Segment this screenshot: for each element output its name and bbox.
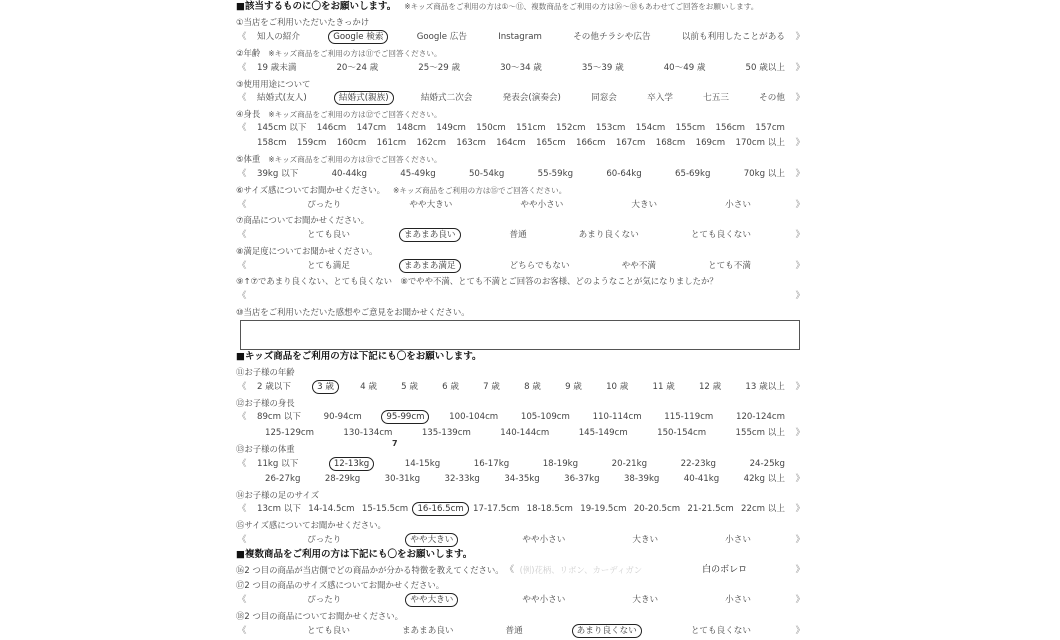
q12-options-row2	[236, 426, 806, 440]
close-bracket: 》	[795, 169, 805, 179]
header-note: ※キッズ商品をご利用の方は①～⑪、複数商品をご利用の方は⑯～⑱もあわせてご回答をお願いします。	[404, 2, 759, 11]
option[interactable]: 160cm	[336, 138, 367, 148]
option[interactable]: 6 歳	[442, 382, 459, 392]
option[interactable]: やや小さい	[522, 595, 566, 605]
q12-options-row1	[236, 410, 806, 424]
q1-options	[236, 30, 806, 44]
option[interactable]: 21-21.5cm	[687, 504, 734, 514]
option[interactable]: 50-54kg	[468, 169, 505, 179]
option-circled[interactable]: 12-13kg	[329, 457, 374, 471]
option[interactable]: その他チラシや広告	[573, 32, 651, 42]
option-circled[interactable]: やや大きい	[405, 533, 458, 547]
option[interactable]: 40-41kg	[683, 474, 720, 484]
option[interactable]: 130-134cm	[343, 428, 393, 438]
option[interactable]: とても良い	[307, 230, 350, 240]
option[interactable]: 24-25kg	[749, 459, 785, 469]
close-bracket: 》	[795, 138, 805, 148]
open-bracket: 《	[237, 261, 247, 271]
q6-note: ※キッズ商品をご利用の方は⑮でご回答ください。	[393, 186, 567, 195]
q11-label	[236, 365, 806, 379]
option[interactable]: 小さい	[725, 200, 751, 210]
close-bracket: 》	[795, 200, 805, 210]
q16-hint: (例)花柄、リボン、カーディガン	[519, 565, 643, 575]
q17-label	[236, 578, 806, 592]
option[interactable]: 135-139cm	[421, 428, 471, 438]
option[interactable]: 50 歳以上	[745, 63, 785, 73]
option[interactable]: あまり良くない	[578, 230, 639, 240]
q2-label	[236, 46, 806, 60]
open-bracket: 《	[237, 63, 247, 73]
option[interactable]: 36-37kg	[564, 474, 600, 484]
close-bracket: 》	[795, 474, 805, 484]
option[interactable]: 4 歳	[360, 382, 377, 392]
option-circled[interactable]: 95-99cm	[381, 410, 429, 424]
option[interactable]: 5 歳	[401, 382, 418, 392]
option[interactable]: 小さい	[725, 595, 751, 605]
option[interactable]: 105-109cm	[520, 412, 570, 422]
option[interactable]: 70kg 以上	[743, 169, 785, 179]
option[interactable]: 結婚式二次会	[420, 93, 473, 103]
option-circled[interactable]: あまり良くない	[572, 624, 642, 638]
close-bracket: 》	[795, 382, 805, 392]
option[interactable]: 153cm	[595, 123, 626, 133]
option[interactable]: 発表会(演奏会)	[502, 93, 561, 103]
option-circled[interactable]: 16-16.5cm	[412, 502, 468, 516]
option-list	[248, 61, 794, 75]
option[interactable]: 151cm	[516, 123, 546, 133]
q5-note: ※キッズ商品をご利用の方は⑬でご回答ください。	[268, 155, 442, 164]
option[interactable]: とても良くない	[690, 626, 751, 636]
option[interactable]: Instagram	[498, 32, 542, 42]
option[interactable]: 145-149cm	[578, 428, 628, 438]
option[interactable]: 大きい	[632, 535, 659, 545]
q7-label	[236, 213, 806, 227]
q1-label	[236, 15, 806, 29]
option[interactable]: 148cm	[396, 123, 427, 133]
open-bracket: 《	[237, 200, 247, 210]
option[interactable]: Google 広告	[416, 32, 467, 42]
option[interactable]: 155cm	[675, 123, 706, 133]
option[interactable]: 39kg 以下	[257, 169, 299, 179]
q4-label-text: ④身長	[236, 109, 261, 119]
option[interactable]: 17-17.5cm	[473, 504, 520, 514]
option-list	[248, 380, 794, 394]
q8-label	[236, 244, 806, 258]
close-bracket: 》	[795, 626, 805, 636]
option[interactable]: 14-15kg	[404, 459, 441, 469]
q12-label-text: ⑫お子様の身長	[236, 398, 295, 408]
option[interactable]: どちらでもない	[509, 261, 570, 271]
option[interactable]: 42kg 以上	[743, 474, 785, 484]
q4-options-row1	[236, 121, 806, 135]
q15-options	[236, 533, 806, 547]
q13-handwritten-annotation: 7	[392, 439, 398, 448]
option[interactable]: とても満足	[307, 261, 350, 271]
option[interactable]: やや不満	[621, 261, 656, 271]
open-bracket: 《	[237, 412, 247, 422]
q4-note: ※キッズ商品をご利用の方は⑫でご回答ください。	[268, 110, 442, 119]
q11-label-text: ⑪お子様の年齢	[236, 367, 295, 377]
option[interactable]: 26-27kg	[265, 474, 301, 484]
open-bracket: 《	[237, 123, 247, 133]
close-bracket: 》	[795, 504, 805, 514]
option[interactable]: 普通	[505, 626, 523, 636]
q3-label-text: ③使用用途について	[236, 79, 311, 89]
option-circled[interactable]: Google 検索	[328, 30, 388, 44]
q13-label	[236, 442, 806, 456]
option[interactable]: 19 歳未満	[257, 63, 297, 73]
option[interactable]: 20-21kg	[611, 459, 648, 469]
q3-options	[236, 91, 806, 105]
option[interactable]: やや大きい	[409, 200, 453, 210]
q14-label	[236, 488, 806, 502]
open-bracket: 《	[237, 504, 247, 514]
option[interactable]: 163cm	[456, 138, 486, 148]
option[interactable]: 161cm	[376, 138, 407, 148]
option[interactable]: 15-15.5cm	[361, 504, 409, 514]
option[interactable]: 22cm 以上	[741, 504, 785, 514]
option[interactable]: 125-129cm	[265, 428, 315, 438]
option[interactable]: 卒入学	[647, 93, 673, 103]
option[interactable]: 10 歳	[606, 382, 629, 392]
option-list	[248, 593, 794, 607]
option[interactable]: 大きい	[631, 200, 658, 210]
option[interactable]: 16-17kg	[473, 459, 510, 469]
option[interactable]: 166cm	[576, 138, 606, 148]
option[interactable]: 164cm	[496, 138, 526, 148]
option-list	[248, 91, 794, 105]
q15-label	[236, 518, 806, 532]
option[interactable]: 以前も利用したことがある	[681, 32, 785, 42]
option[interactable]: 65-69kg	[675, 169, 711, 179]
option[interactable]: 9 歳	[565, 382, 582, 392]
option[interactable]: まあまあ良い	[401, 626, 454, 636]
option[interactable]: 149cm	[436, 123, 466, 133]
option[interactable]: 小さい	[725, 535, 751, 545]
q5-options	[236, 167, 806, 181]
option[interactable]: 大きい	[632, 595, 659, 605]
q13-options-row2	[236, 472, 806, 486]
option-list	[248, 472, 794, 486]
option[interactable]: 169cm	[695, 138, 726, 148]
option[interactable]: 結婚式(友人)	[257, 93, 307, 103]
q16-line	[236, 563, 806, 577]
option[interactable]: 28-29kg	[324, 474, 361, 484]
q11-options	[236, 380, 806, 394]
option[interactable]: 154cm	[635, 123, 666, 133]
q8-label-text: ⑧満足度についてお聞かせください。	[236, 246, 378, 256]
q9-label	[236, 274, 806, 288]
q10-comment-box[interactable]	[240, 320, 800, 350]
option-list	[248, 502, 794, 516]
q17-options	[236, 593, 806, 607]
option[interactable]: 90-94cm	[323, 412, 362, 422]
option-circled[interactable]: まあまあ満足	[399, 259, 461, 273]
option[interactable]: 11kg 以下	[257, 459, 299, 469]
option[interactable]: 22-23kg	[680, 459, 717, 469]
open-bracket: 《	[237, 382, 247, 392]
option[interactable]: 147cm	[356, 123, 387, 133]
option-list	[248, 624, 794, 638]
option[interactable]: 40-44kg	[331, 169, 367, 179]
option[interactable]: 32-33kg	[444, 474, 480, 484]
close-bracket: 》	[795, 230, 805, 240]
close-bracket: 》	[795, 63, 805, 73]
option[interactable]: 普通	[509, 230, 527, 240]
option[interactable]: やや小さい	[522, 535, 566, 545]
open-bracket: 《	[237, 535, 247, 545]
q12-label	[236, 396, 806, 410]
option[interactable]: ぴったり	[307, 595, 342, 605]
q4-label	[236, 107, 806, 121]
q2-note: ※キッズ商品をご利用の方は⑪でご回答ください。	[268, 49, 442, 58]
option[interactable]: ぴったり	[307, 200, 342, 210]
open-bracket: 《	[237, 595, 247, 605]
option[interactable]: 156cm	[715, 123, 746, 133]
option[interactable]: 145cm 以下	[257, 123, 307, 133]
q4-options-row2	[236, 136, 806, 150]
option-list	[248, 167, 794, 181]
q5-label	[236, 152, 806, 166]
form-header	[236, 0, 806, 14]
option-list	[248, 121, 794, 135]
open-bracket: 《	[237, 291, 247, 301]
option[interactable]: 19-19.5cm	[580, 504, 627, 514]
option[interactable]: 159cm	[296, 138, 327, 148]
option[interactable]: 30～34 歳	[500, 63, 542, 73]
option[interactable]: 146cm	[316, 123, 347, 133]
option[interactable]: 13 歳以上	[745, 382, 785, 392]
q10-label	[236, 305, 806, 319]
option[interactable]: 8 歳	[524, 382, 541, 392]
q18-label-text: ⑱2 つ目の商品についてお聞かせください。	[236, 611, 403, 621]
option-circled[interactable]: 結婚式(親族)	[334, 91, 394, 105]
option[interactable]: やや小さい	[520, 200, 564, 210]
q9-label-text: ⑨↑⑦であまり良くない、とても良くない ⑧でやや不満、とても不満とご回答のお客様、どのようなことが気になりましたか？	[236, 276, 718, 286]
q7-options	[236, 228, 806, 242]
option[interactable]: 18-19kg	[542, 459, 579, 469]
q10-label-text: ⑩当店をご利用いただいた感想やご意見をお聞かせください。	[236, 307, 470, 317]
open-bracket: 《	[505, 565, 515, 575]
option[interactable]: 7 歳	[483, 382, 500, 392]
q18-options	[236, 624, 806, 638]
q14-options	[236, 502, 806, 516]
option-circled[interactable]: やや大きい	[405, 593, 458, 607]
close-bracket: 》	[795, 565, 805, 575]
option[interactable]: 45-49kg	[400, 169, 436, 179]
q16-answer[interactable]: 白のボレロ	[702, 565, 748, 575]
option[interactable]: 168cm	[655, 138, 686, 148]
option[interactable]: 18-18.5cm	[526, 504, 573, 514]
q7-label-text: ⑦商品についてお聞かせください。	[236, 215, 369, 225]
q13-label-text: ⑬お子様の体重	[236, 444, 295, 454]
q9-answer-line[interactable]	[236, 289, 806, 303]
option[interactable]: とても良い	[307, 626, 350, 636]
option[interactable]: 25～29 歳	[418, 63, 461, 73]
option-circled[interactable]: 3 歳	[312, 380, 339, 394]
option[interactable]: 知人の紹介	[257, 32, 300, 42]
option[interactable]: 170cm 以上	[735, 138, 785, 148]
option[interactable]: 100-104cm	[449, 412, 499, 422]
option[interactable]: 34-35kg	[504, 474, 540, 484]
option[interactable]: 165cm	[536, 138, 566, 148]
option-list	[248, 228, 794, 242]
option[interactable]: 155cm 以上	[735, 428, 785, 438]
option[interactable]: 162cm	[416, 138, 446, 148]
option[interactable]: その他	[759, 93, 785, 103]
option-list	[248, 457, 794, 471]
option[interactable]: 35～39 歳	[581, 63, 624, 73]
option[interactable]: 七五三	[703, 93, 729, 103]
option[interactable]: 同窓会	[591, 93, 617, 103]
open-bracket: 《	[237, 169, 247, 179]
option[interactable]: 152cm	[556, 123, 586, 133]
q2-options	[236, 61, 806, 75]
open-bracket: 《	[237, 459, 247, 469]
option[interactable]: 55-59kg	[537, 169, 574, 179]
option-list	[248, 533, 794, 547]
option[interactable]: 20～24 歳	[336, 63, 379, 73]
q5-label-text: ⑤体重	[236, 154, 261, 164]
option[interactable]: 150-154cm	[657, 428, 707, 438]
option-circled[interactable]: まあまあ良い	[399, 228, 461, 242]
option[interactable]: 13cm 以下	[257, 504, 301, 514]
open-bracket: 《	[237, 32, 247, 42]
close-bracket: 》	[795, 32, 805, 42]
multi-section-title-text: ■複数商品をご利用の方は下記にも〇をお願いします。	[236, 549, 473, 560]
multi-section-title	[236, 548, 806, 562]
option[interactable]: 158cm	[257, 138, 287, 148]
option[interactable]: ぴったり	[307, 535, 342, 545]
q13-options-row1	[236, 457, 806, 471]
open-bracket: 《	[237, 93, 247, 103]
option[interactable]: 2 歳以下	[257, 382, 291, 392]
q16-label: ⑯2 つ目の商品が当店側でどの商品かが分かる特徴を教えてください。	[236, 565, 504, 575]
close-bracket: 》	[795, 291, 805, 301]
q1-label-text: ①当店をご利用いただいたきっかけ	[236, 17, 370, 27]
option[interactable]: 110-114cm	[592, 412, 642, 422]
q6-options	[236, 198, 806, 212]
option-list	[248, 426, 794, 440]
q6-label	[236, 183, 806, 197]
header-title: ■該当するものに〇をお願いします。	[236, 1, 397, 12]
close-bracket: 》	[795, 261, 805, 271]
close-bracket: 》	[795, 428, 805, 438]
option[interactable]: 14-14.5cm	[308, 504, 355, 514]
close-bracket: 》	[795, 535, 805, 545]
q8-options	[236, 259, 806, 273]
q6-label-text: ⑥サイズ感についてお聞かせください。	[236, 185, 386, 195]
option[interactable]: 40～49 歳	[663, 63, 706, 73]
q15-label-text: ⑮サイズ感についてお聞かせください。	[236, 520, 386, 530]
kids-section-title	[236, 350, 806, 364]
open-bracket: 《	[237, 626, 247, 636]
option[interactable]: 120-124cm	[735, 412, 785, 422]
q18-label	[236, 609, 806, 623]
q14-label-text: ⑭お子様の足のサイズ	[236, 490, 320, 500]
kids-section-title-text: ■キッズ商品をご利用の方は下記にも〇をお願いします。	[236, 351, 482, 362]
option[interactable]: とても不満	[707, 261, 751, 271]
option[interactable]: 60-64kg	[606, 169, 642, 179]
option[interactable]: とても良くない	[690, 230, 751, 240]
close-bracket: 》	[795, 595, 805, 605]
option[interactable]: 38-39kg	[623, 474, 660, 484]
option[interactable]: 157cm	[755, 123, 785, 133]
q3-label	[236, 77, 806, 91]
option[interactable]: 89cm 以下	[257, 412, 301, 422]
close-bracket: 》	[795, 93, 805, 103]
option[interactable]: 20-20.5cm	[633, 504, 681, 514]
q2-label-text: ②年齢	[236, 48, 261, 58]
option[interactable]: 30-31kg	[384, 474, 421, 484]
option-list	[248, 198, 794, 212]
option[interactable]: 140-144cm	[500, 428, 550, 438]
option-list	[248, 259, 794, 273]
option[interactable]: 115-119cm	[664, 412, 714, 422]
open-bracket: 《	[237, 230, 247, 240]
q17-label-text: ⑰2 つ目の商品のサイズ感についてお聞かせください。	[236, 580, 445, 590]
option[interactable]: 12 歳	[698, 382, 722, 392]
option-list	[248, 30, 794, 44]
option[interactable]: 150cm	[476, 123, 506, 133]
option-list	[248, 136, 794, 150]
option-list	[248, 410, 794, 424]
option[interactable]: 11 歳	[652, 382, 675, 392]
option[interactable]: 167cm	[615, 138, 646, 148]
